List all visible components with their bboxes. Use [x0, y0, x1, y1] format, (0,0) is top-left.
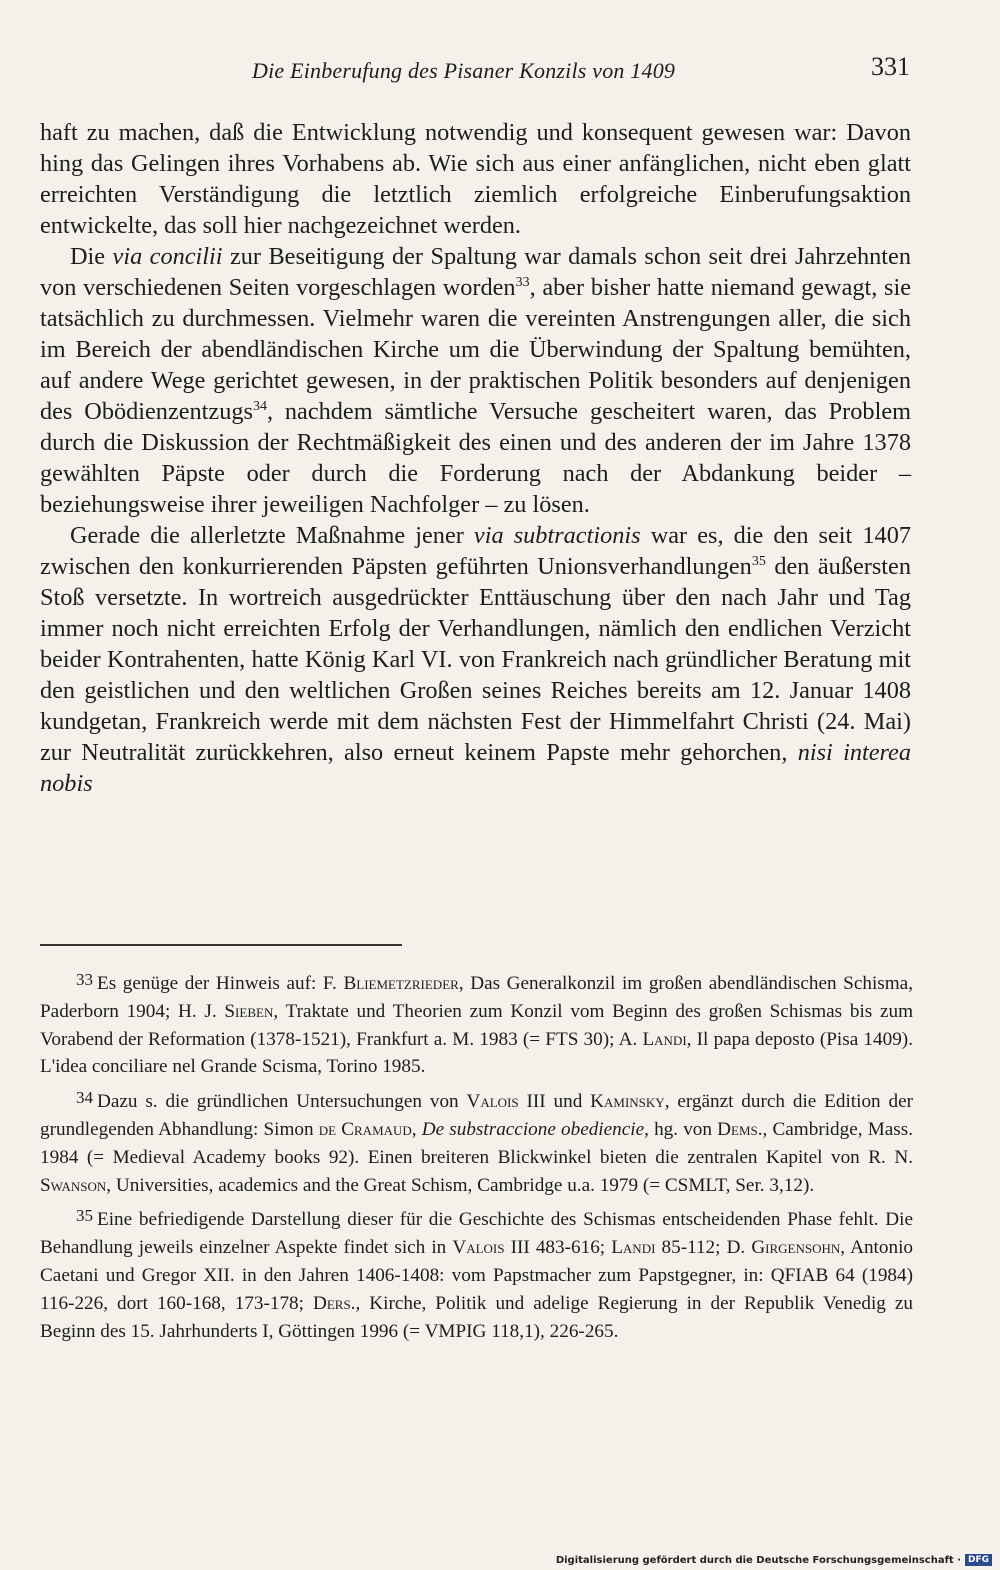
paragraph-3: [40, 520, 911, 799]
main-text: [40, 117, 911, 799]
text-run: Es genüge der Hinweis auf: F.: [97, 973, 344, 994]
italic-term: via concilii: [112, 243, 223, 270]
italic-term: via subtractionis: [473, 522, 641, 549]
italic-title: De substraccione obediencie: [421, 1118, 645, 1140]
author-name: Landi: [611, 1237, 656, 1259]
text-run: , aber bisher hatte niemand gewagt, sie tatsächlich zu durchmessen. Vielmehr waren die vereinten Anstrengungen aller, die sich im Bereich der abendländischen Kirche um die Überwindung der Spaltung bemühten, auf andere Wege gerichtet gewesen, in der praktischen Politik besonders auf denjenigen des Obödienzentzugs: [40, 274, 912, 425]
footnote-34: [40, 1084, 913, 1199]
author-name: Sieben: [224, 1000, 274, 1022]
footnote-number: 34: [76, 1088, 93, 1108]
text-run: , ergänzt durch die Edition der grundlegenden Abhandlung: Simon: [40, 1091, 913, 1140]
author-name: Girgensohn: [751, 1237, 841, 1259]
author-name: Swanson: [40, 1174, 107, 1196]
author-name: Kaminsky: [590, 1091, 665, 1113]
footnote-number: 35: [76, 1206, 93, 1226]
footnote-ref-34[interactable]: 34: [252, 398, 267, 414]
author-name: Dems.: [717, 1118, 763, 1140]
text-run: 85-112; D.: [655, 1237, 752, 1259]
footnotes: [40, 966, 913, 1348]
paragraph-1: haft zu machen, daß die Entwicklung notwendig und konsequent gewesen war: Davon hing das Gelingen ihres Vorhabens ab. Wie sich aus einer anfänglichen, nicht eben glatt erreichten Verständigung die letztlich ziemlich erfolgreiche Einberufungsaktion entwickelte, das soll hier nachgezeichnet werden.: [40, 119, 911, 239]
text-run: Gerade die allerletzte Maßnahme jener: [70, 522, 474, 549]
footnote-ref-35[interactable]: 35: [751, 553, 766, 569]
text-run: zur Beseitigung der Spaltung war damals schon seit drei Jahrzehnten von verschiedenen Seiten vorgeschlagen worden: [40, 243, 911, 301]
text-run: , Il papa deposto (Pisa 1409). L'idea conciliare nel Grande Scisma, Torino 1985.: [40, 1028, 913, 1078]
text-run: den äußersten Stoß versetzte. In wortreich ausgedrückter Enttäuschung über den nach Jahr und Tag immer noch nicht erreichten Erfolg der Verhandlungen, nämlich den endlichen Verzicht beider Kontrahenten, hatte König Karl VI. von Frankreich nach gründlicher Beratung mit den geistlichen und den weltlichen Großen seines Reiches bereits am 12. Januar 1408 kundgetan, Frankreich werde mit dem nächsten Fest der Himmelfahrt Christi (24. Mai) zur Neutralität zurückkehren, also erneut keinem Papste mehr gehorchen,: [40, 553, 911, 766]
italic-term: nisi interea nobis: [40, 739, 911, 797]
running-head: [40, 50, 910, 86]
text-run: Eine befriedigende Darstellung dieser für die Geschichte des Schismas entscheidenden Phase fehlt. Die Behandlung jeweils einzelner Aspekte findet sich in: [40, 1209, 913, 1259]
author-name: Valois: [466, 1091, 519, 1113]
text-run: ,: [411, 1118, 422, 1140]
paragraph-2: [40, 241, 911, 520]
page-number: 331: [871, 52, 910, 81]
text-run: Dazu s. die gründlichen Untersuchungen von: [97, 1091, 467, 1113]
author-name: Valois: [452, 1237, 505, 1259]
running-title: Die Einberufung des Pisaner Konzils von 1409: [252, 58, 676, 83]
footnote-number: 33: [76, 970, 93, 989]
footnote-divider: [40, 944, 402, 946]
author-name: Bliemetzrieder: [343, 973, 459, 994]
text-run: , Traktate und Theorien zum Konzil vom Beginn des großen Schismas bis zum Vorabend der Reformation (1378-1521), Frankfurt a. M. 1983 (= FTS 30); A.: [40, 1000, 913, 1050]
text-run: , hg. von: [644, 1118, 718, 1140]
author-name: Landi: [642, 1028, 687, 1050]
footnote-35: [40, 1202, 913, 1345]
footnote-ref-33[interactable]: 33: [515, 274, 530, 290]
text-run: , Das Generalkonzil im großen abendländischen Schisma, Paderborn 1904; H. J.: [40, 973, 913, 1022]
text-run: III 483-616;: [504, 1237, 612, 1259]
text-run: war es, die den seit 1407 zwischen den konkurrierenden Päpsten geführten Unionsverhandlungen: [40, 522, 911, 580]
text-run: , Cambridge, Mass. 1984 (= Medieval Academy books 92). Einen breiteren Blickwinkel bieten die zentralen Kapitel von R. N.: [40, 1118, 914, 1168]
dfg-logo: DFG: [965, 1554, 992, 1566]
text-run: Die: [70, 243, 113, 270]
digitization-credit: [556, 1550, 1000, 1570]
credit-text: Digitalisierung gefördert durch die Deutsche Forschungsgemeinschaft ·: [555, 1554, 961, 1566]
text-run: III und: [518, 1091, 591, 1113]
author-name: Ders.: [312, 1292, 356, 1314]
text-run: , Universities, academics and the Great Schism, Cambridge u.a. 1979 (= CSMLT, Ser. 3,12).: [106, 1174, 815, 1196]
footnote-33: [40, 966, 913, 1081]
text-run: , Antonio Caetani und Gregor XII. in den Jahren 1406-1408: vom Papstmacher zum Papstgegner, in: QFIAB 64 (1984) 116-226, dort 160-168, 173-178;: [40, 1237, 913, 1314]
text-run: , Kirche, Politik und adelige Regierung in der Republik Venedig zu Beginn des 15. Jahrhunderts I, Göttingen 1996 (= VMPIG 118,1), 226-265.: [40, 1292, 913, 1342]
author-name: de Cramaud: [318, 1118, 412, 1140]
text-run: , nachdem sämtliche Versuche gescheitert waren, das Problem durch die Diskussion der Rechtmäßigkeit des einen und des anderen der im Jahre 1378 gewählten Päpste oder durch die Forderung nach der Abdankung beider – beziehungsweise ihrer jeweiligen Nachfolger – zu lösen.: [40, 398, 912, 518]
